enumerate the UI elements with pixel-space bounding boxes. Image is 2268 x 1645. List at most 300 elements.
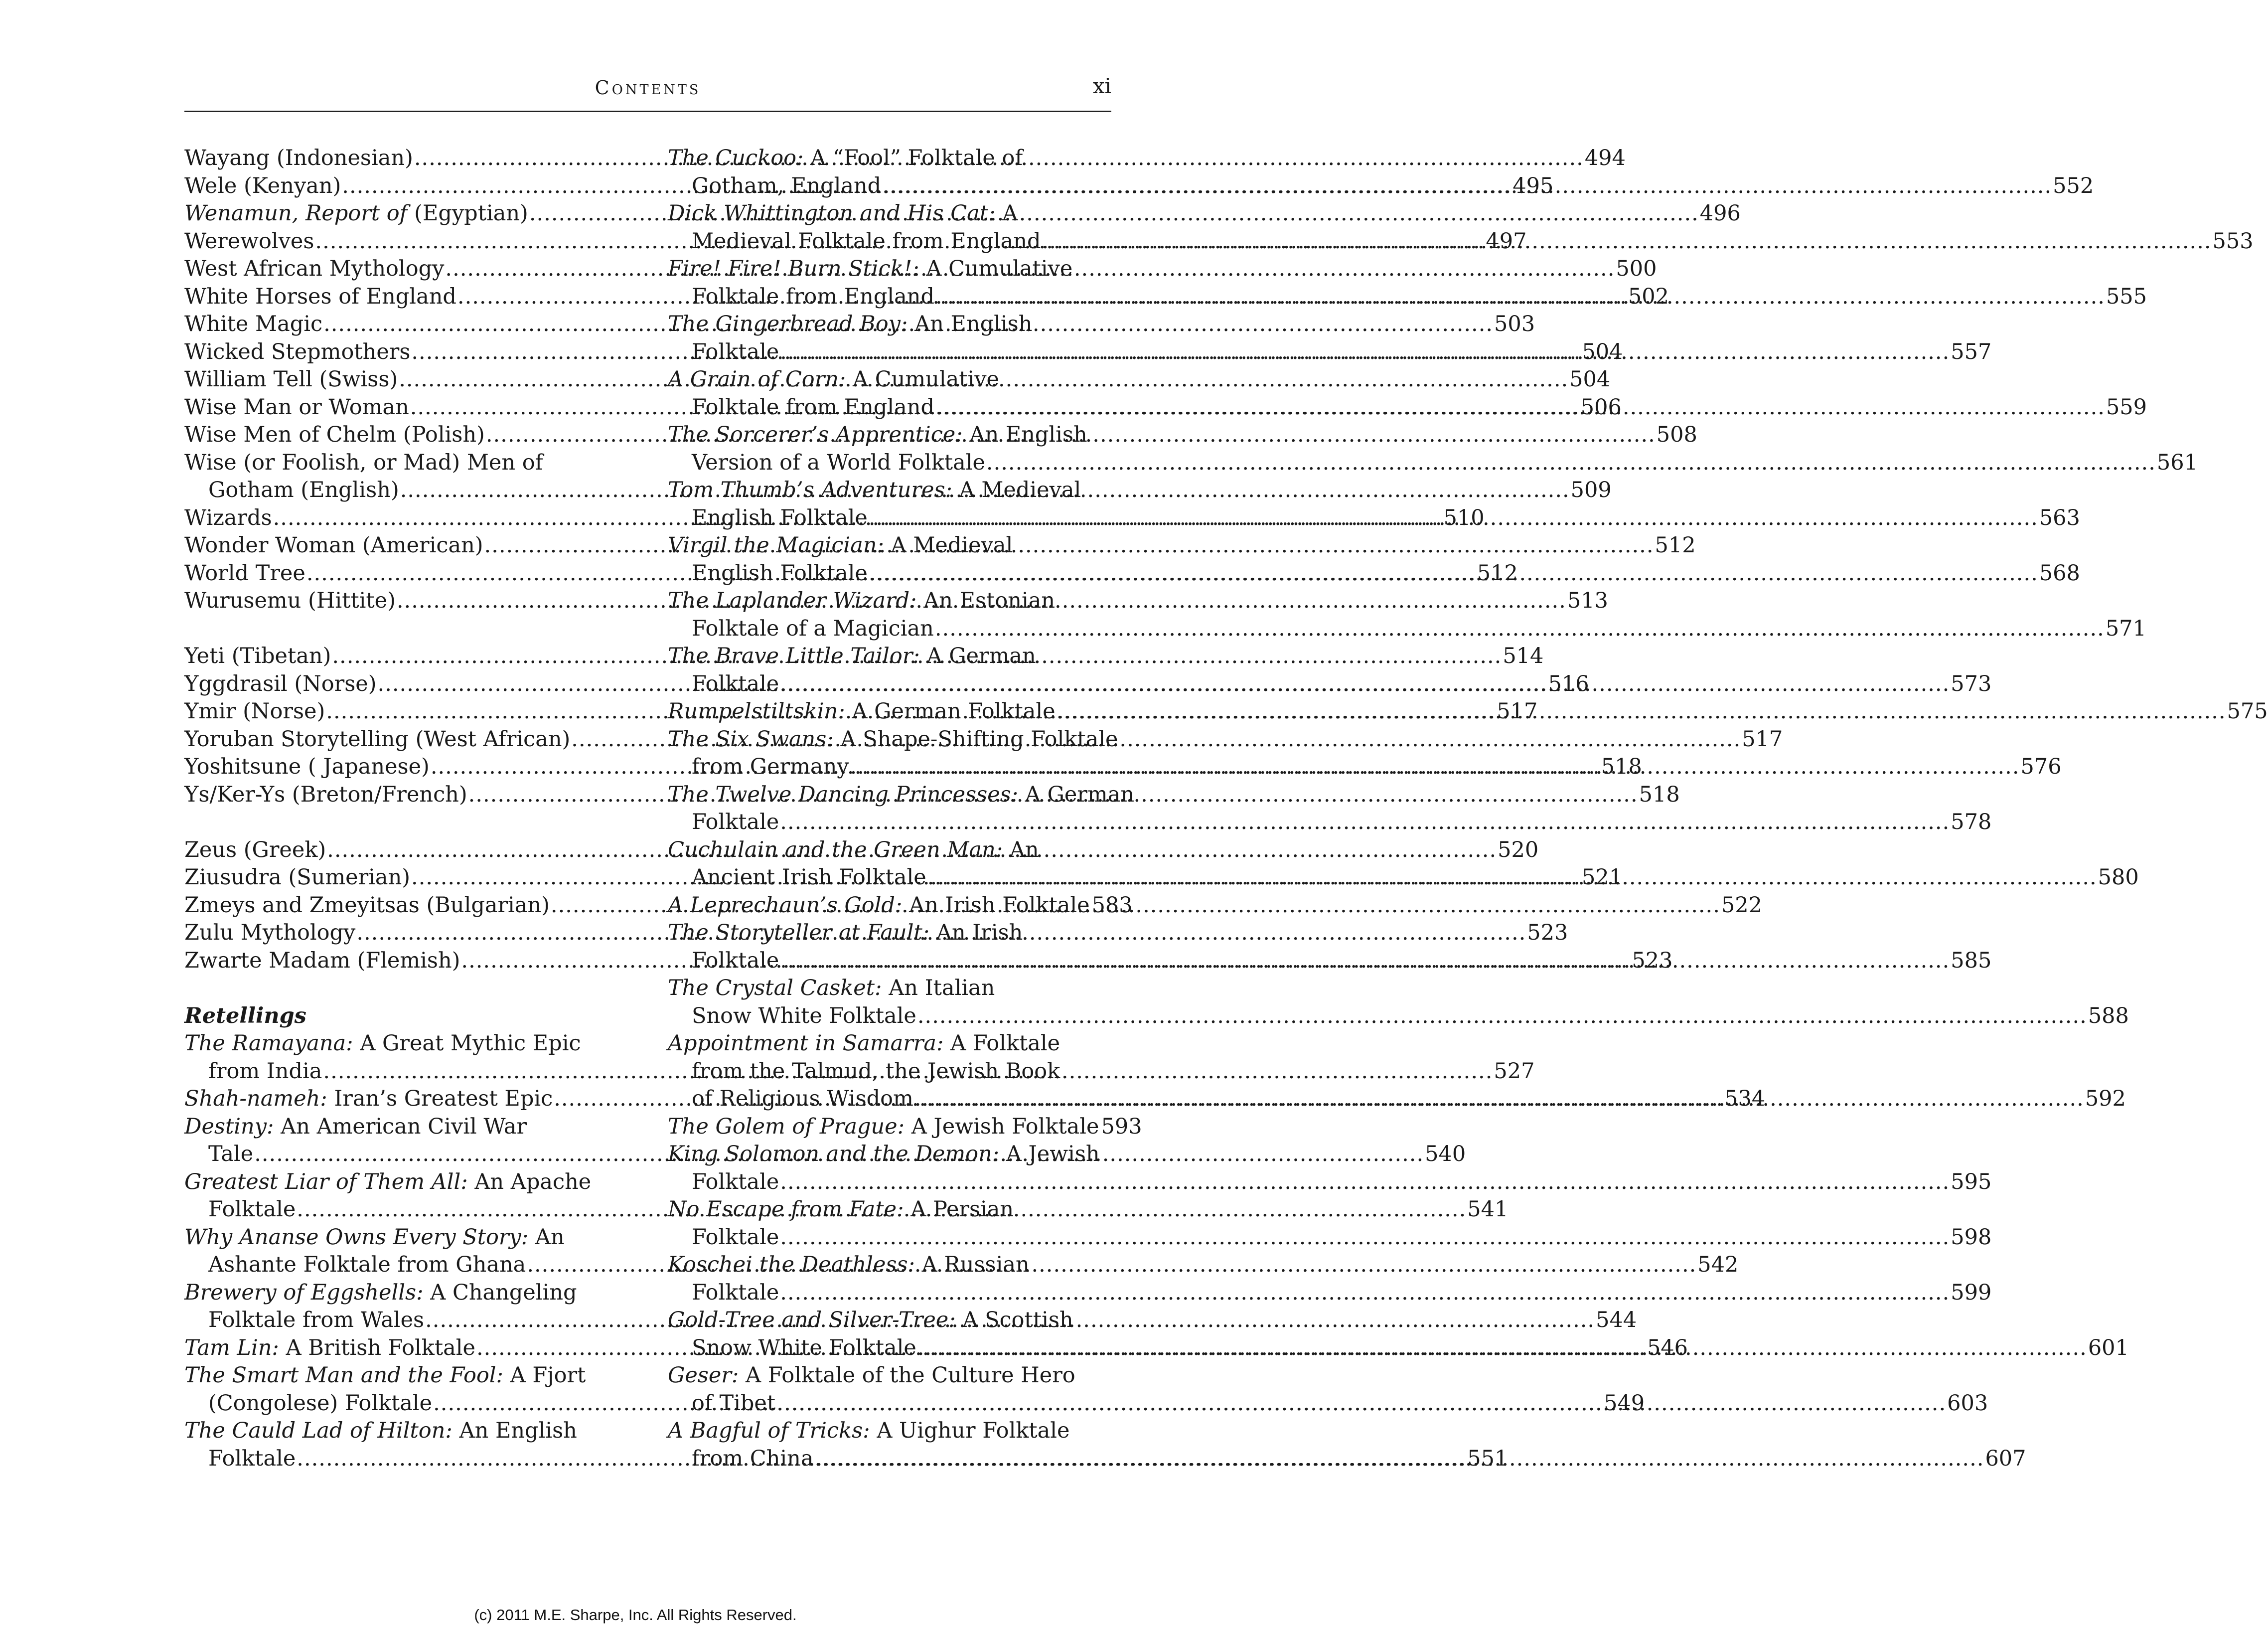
entry-page-number: 521	[1582, 865, 1623, 890]
entry-page-number: 513	[1567, 588, 1608, 613]
entry-title-text: (Congolese) Folktale	[208, 1390, 433, 1416]
entry-title-text: Medieval Folktale from England	[692, 228, 1041, 254]
entry-title	[184, 892, 550, 920]
entry-page-number: 504	[1569, 367, 1611, 392]
entry-title-italic: The Crystal Casket:	[668, 976, 882, 1000]
entry-page-number: 541	[1467, 1197, 1509, 1222]
running-head-title: Contents	[595, 77, 701, 99]
toc-entry	[668, 1279, 1992, 1307]
entry-title-text: Folktale	[692, 671, 779, 696]
entry-title	[208, 1390, 432, 1418]
entry-title-text: A German	[919, 644, 1036, 668]
entry-page-number: 599	[1951, 1280, 1992, 1305]
entry-title-italic: Gold-Tree and Silver-Tree:	[668, 1308, 956, 1332]
toc-entry-line	[668, 145, 1111, 172]
entry-title	[692, 394, 934, 422]
entry-title-text: A British Folktale	[279, 1335, 475, 1360]
entry-title-text: of Tibet	[692, 1390, 776, 1416]
entry-title-text: A Russian	[915, 1252, 1030, 1277]
entry-title-text: A German	[1018, 782, 1135, 807]
entry-page-number: 517	[1497, 699, 1538, 724]
entry-title	[208, 1445, 296, 1473]
entry-title-text: Zeus (Greek)	[184, 837, 326, 862]
entry-title-text: Folktale	[692, 1280, 779, 1305]
entry-title	[692, 449, 985, 477]
entry-title-italic: Wenamun, Report of	[184, 201, 408, 226]
toc-entry-line	[668, 587, 1111, 615]
entry-title-text: An	[528, 1224, 565, 1250]
page-number: xi	[1092, 74, 1111, 98]
entry-title-text: A Medieval	[884, 533, 1013, 558]
dot-leader	[927, 864, 2097, 892]
entry-title-text: An Apache	[467, 1169, 592, 1194]
entry-title-text: Snow White Folktale	[692, 1335, 916, 1360]
entry-title-text: English Folktale	[692, 560, 868, 586]
entry-title-text: A Changeling	[423, 1280, 577, 1305]
entry-page-number: 518	[1639, 782, 1680, 807]
entry-title-italic: A Leprechaun’s Gold:	[668, 892, 903, 918]
entry-title	[208, 477, 399, 504]
entry-title-text: Folktale	[692, 810, 779, 834]
entry-title-italic: The Golem of Prague:	[668, 1114, 905, 1139]
toc-entry-line	[668, 1058, 1111, 1086]
entry-page-number: 553	[2212, 228, 2254, 254]
entry-title-text: A German Folktale	[845, 699, 1056, 724]
entry-title-text: A Cumulative	[919, 256, 1073, 281]
entry-title-text: A Folktale of the Culture Hero	[739, 1363, 1075, 1388]
dot-leader	[780, 670, 1950, 698]
entry-title-italic: Appointment in Samarra:	[668, 1031, 944, 1056]
toc-entry-line	[184, 449, 628, 477]
entry-page-number: 561	[2156, 450, 2198, 475]
entry-page-number: 549	[1604, 1390, 1645, 1416]
entry-title-text: William Tell (Swiss)	[184, 367, 398, 392]
entry-title	[184, 947, 460, 975]
entry-page-number: 580	[2098, 865, 2139, 890]
entry-title-italic: Rumpelstiltskin:	[668, 699, 845, 724]
entry-title	[184, 1085, 553, 1113]
entry-title	[208, 1251, 526, 1279]
entry-page-number: 495	[1512, 173, 1554, 198]
toc-entry-line	[668, 1417, 1111, 1445]
entry-title-text: A Medieval	[952, 478, 1081, 502]
entry-title	[184, 255, 444, 283]
entry-page-number: 496	[1699, 201, 1741, 226]
entry-title-text: Zulu Mythology	[184, 920, 356, 945]
entry-page-number: 503	[1494, 312, 1535, 336]
dot-leader	[850, 753, 2020, 781]
entry-title-italic: King Solomon and the Demon:	[668, 1142, 1000, 1166]
entry-title	[184, 698, 325, 726]
entry-title-italic: The Cuckoo:	[668, 146, 804, 170]
entry-title	[692, 228, 1041, 256]
entry-page-number: 527	[1494, 1058, 1535, 1084]
entry-title-text: from the Talmud, the Jewish Book	[692, 1058, 1060, 1084]
dot-leader	[917, 1002, 2087, 1030]
entry-title-text: West African Mythology	[184, 256, 445, 281]
entry-title-text: World Tree	[184, 560, 305, 586]
entry-page-number: 500	[1616, 256, 1657, 281]
dot-leader	[780, 947, 1950, 975]
entry-title-text: Tale	[208, 1142, 254, 1166]
entry-title	[692, 615, 934, 643]
retellings-heading: Retellings	[184, 1003, 306, 1028]
entry-title	[668, 1113, 1099, 1141]
entry-title-text: A Uighur Folktale	[870, 1418, 1070, 1443]
toc-entry	[668, 449, 2198, 477]
entry-title-italic: Shah-nameh:	[184, 1086, 327, 1111]
entry-title	[692, 504, 868, 532]
toc-entry-line	[668, 255, 1111, 283]
entry-page-number: 514	[1503, 644, 1544, 668]
entry-page-number: 512	[1477, 560, 1518, 586]
section-gap	[184, 809, 628, 836]
toc-entry-line	[668, 1251, 1111, 1279]
entry-title	[692, 283, 934, 311]
entry-page-number: 571	[2105, 616, 2146, 641]
entry-title-text: A Persian	[904, 1197, 1014, 1222]
entry-title	[184, 726, 570, 754]
entry-title-text: Wise Man or Woman	[184, 394, 409, 420]
entry-title-text: Version of a World Folktale	[692, 450, 985, 475]
toc-entry-line	[184, 1362, 628, 1390]
entry-page-number: 523	[1527, 920, 1568, 945]
entry-title-text: Folktale	[692, 1224, 779, 1250]
entry-title-text: A Jewish	[999, 1142, 1100, 1166]
entry-title-italic: The Smart Man and the Fool:	[184, 1363, 504, 1388]
entry-page-number: 573	[1951, 671, 1992, 696]
toc-entry	[668, 1168, 1992, 1196]
entry-title-text: A Fjort	[503, 1363, 586, 1388]
entry-title-text: A Jewish Folktale	[905, 1114, 1099, 1139]
entry-title	[184, 781, 467, 809]
entry-title	[208, 1307, 424, 1334]
entry-page-number: 540	[1425, 1142, 1466, 1166]
entry-page-number: 603	[1947, 1390, 1988, 1416]
entry-title-text: Ymir (Norse)	[184, 699, 325, 724]
dot-leader	[869, 560, 2038, 588]
toc-entry-line	[668, 366, 1111, 394]
entry-title-text: Wicked Stepmothers	[184, 339, 411, 364]
entry-title	[184, 919, 355, 947]
entry-page-number: 552	[2053, 173, 2094, 198]
entry-title-text: Ancient Irish Folktale	[692, 865, 926, 890]
entry-title-text: Yoshitsune ( Japanese)	[184, 754, 430, 779]
entry-page-number: 546	[1647, 1335, 1688, 1360]
entry-title-text: An Italian	[882, 976, 995, 1000]
toc-entry-line	[184, 1224, 628, 1252]
entry-title	[692, 1002, 916, 1030]
entry-page-number: 583	[1091, 892, 1133, 918]
toc-entry-line	[668, 1362, 1111, 1390]
entry-title	[184, 200, 528, 228]
entry-title	[692, 172, 881, 200]
toc-entry-line	[668, 1030, 1111, 1058]
entry-page-number: 588	[2088, 1003, 2129, 1028]
entry-title-text: Folktale	[208, 1197, 296, 1222]
entry-title	[692, 1279, 779, 1307]
entry-title	[692, 947, 779, 975]
entry-title-text: A Scottish	[955, 1308, 1073, 1332]
entry-title-text: Yoruban Storytelling (West African)	[184, 726, 571, 752]
entry-title	[184, 836, 326, 864]
section-gap	[184, 615, 628, 643]
toc-entry-line	[668, 1307, 1111, 1334]
entry-title	[692, 560, 868, 588]
entry-title-text: Folktale from England	[692, 394, 934, 420]
dot-leader	[882, 172, 2052, 200]
dot-leader	[869, 504, 2038, 532]
entry-page-number: 494	[1584, 146, 1626, 170]
entry-title	[692, 1445, 813, 1473]
toc-entry-line	[668, 781, 1135, 809]
entry-title-text: An English	[452, 1418, 577, 1443]
entry-page-number: 508	[1656, 422, 1697, 447]
entry-title-text: Wise (or Foolish, or Mad) Men of	[184, 450, 543, 475]
dot-leader	[780, 1224, 1950, 1252]
entry-title	[668, 892, 1090, 920]
entry-title-text: from Germany	[692, 754, 849, 779]
entry-title-text: A Shape-Shifting Folktale	[833, 726, 1118, 752]
dot-leader	[776, 1390, 1946, 1418]
entry-title-text: Gotham (English)	[208, 478, 399, 502]
entry-title-italic: The Cauld Lad of Hilton:	[184, 1418, 453, 1443]
dot-leader	[1057, 698, 2226, 726]
entry-title-text: Yeti (Tibetan)	[184, 644, 331, 668]
toc-entry-line	[668, 643, 1111, 670]
entry-title	[208, 1141, 253, 1168]
entry-title-italic: Greatest Liar of Them All:	[184, 1169, 468, 1194]
entry-title-text: Folktale	[208, 1446, 296, 1471]
entry-title-text: Yggdrasil (Norse)	[184, 671, 377, 696]
entry-title-text: Ys/Ker-Ys (Breton/French)	[184, 782, 467, 807]
entry-title-text: An Irish Folktale	[902, 892, 1090, 918]
entry-title	[692, 864, 926, 892]
entry-page-number: 534	[1724, 1086, 1766, 1111]
entry-title-text: of Religious Wisdom	[692, 1086, 913, 1111]
entry-page-number: 559	[2106, 394, 2147, 420]
entry-page-number: 509	[1570, 478, 1612, 502]
entry-page-number: 522	[1721, 892, 1762, 918]
entry-title	[184, 864, 410, 892]
entry-page-number: 576	[2020, 754, 2062, 779]
entry-title-text: An	[1003, 837, 1039, 862]
entry-title-text: Wise Men of Chelm (Polish)	[184, 422, 485, 447]
entry-title-text: Wizards	[184, 505, 272, 530]
entry-page-number: 585	[1951, 948, 1992, 973]
entry-title-italic: Tom Thumb’s Adventures:	[668, 478, 952, 502]
entry-title-text: (Egyptian)	[407, 201, 528, 226]
entry-title-text: from India	[208, 1058, 322, 1084]
entry-page-number: 502	[1628, 284, 1669, 309]
entry-title	[692, 809, 779, 836]
entry-title-text: An English	[907, 312, 1033, 336]
entry-title	[184, 587, 396, 615]
entry-title	[692, 1085, 913, 1113]
entry-title	[184, 532, 483, 560]
entry-title-text: Wurusemu (Hittite)	[184, 588, 396, 613]
entry-title-italic: Brewery of Eggshells:	[184, 1280, 424, 1305]
dot-leader	[935, 394, 2105, 422]
entry-title-text: A “Fool” Folktale of	[803, 146, 1023, 170]
entry-title-text: Zmeys and Zmeyitsas (Bulgarian)	[184, 892, 550, 918]
entry-title-italic: No Escape from Fate:	[668, 1197, 904, 1222]
entry-title-text: Iran’s Greatest Epic	[327, 1086, 553, 1111]
entry-page-number: 518	[1601, 754, 1642, 779]
toc-entry-line	[668, 477, 1111, 504]
entry-title	[184, 394, 409, 422]
toc-entry-line	[184, 1168, 628, 1196]
entry-title-italic: The Brave Little Tailor:	[668, 644, 920, 668]
entry-title	[184, 1334, 475, 1362]
entry-title	[184, 753, 430, 781]
entry-title-text: Folktale	[692, 948, 779, 973]
entry-title-text: Zwarte Madam (Flemish)	[184, 948, 460, 973]
entry-page-number: 516	[1548, 671, 1589, 696]
entry-title	[184, 172, 341, 200]
entry-page-number: 497	[1486, 228, 1527, 254]
entry-page-number: 520	[1498, 837, 1539, 862]
entry-title	[692, 338, 779, 366]
entry-page-number: 593	[1101, 1114, 1142, 1139]
toc-entry-line	[668, 1196, 1111, 1224]
entry-title-italic: The Six Swans:	[668, 726, 834, 752]
toc-entry-line	[668, 836, 1111, 864]
entry-title	[668, 698, 1056, 726]
entry-page-number: 542	[1697, 1252, 1739, 1277]
entry-page-number: 563	[2039, 505, 2080, 530]
entry-title-text: Snow White Folktale	[692, 1003, 916, 1028]
entry-page-number: 557	[1951, 339, 1992, 364]
entry-title-italic: The Gingerbread Boy:	[668, 312, 908, 336]
entry-title-text: Werewolves	[184, 228, 314, 254]
entry-title-italic: The Storyteller at Fault:	[668, 920, 930, 945]
entry-title-italic: Fire! Fire! Burn Stick!:	[668, 256, 919, 281]
entry-title-italic: A Bagful of Tricks:	[668, 1418, 870, 1443]
dot-leader	[935, 283, 2105, 311]
entry-page-number: 517	[1742, 726, 1783, 752]
toc-entry-line	[184, 1113, 628, 1141]
entry-title-italic: The Twelve Dancing Princesses:	[668, 782, 1019, 807]
entry-title	[184, 338, 410, 366]
dot-leader	[917, 1334, 2087, 1362]
entry-title-text: Wayang (Indonesian)	[184, 146, 413, 170]
entry-title	[184, 560, 305, 588]
entry-title-italic: Dick Whittington and His Cat:	[668, 201, 996, 226]
running-head	[184, 71, 1111, 112]
entry-title-text: Ziusudra (Sumerian)	[184, 865, 411, 890]
dot-leader	[935, 615, 2105, 643]
entry-title	[184, 670, 377, 698]
entry-title	[692, 670, 779, 698]
entry-title	[208, 1196, 296, 1224]
toc-entry-line	[668, 919, 1111, 947]
toc-entry	[668, 892, 1133, 920]
entry-title	[184, 421, 485, 449]
entry-title-text: An Estonian	[916, 588, 1056, 613]
dot-leader	[986, 449, 2156, 477]
dot-leader	[1042, 228, 2212, 256]
entry-title-text: Gotham, England	[692, 173, 882, 198]
entry-title	[184, 311, 322, 338]
toc-entry	[668, 1002, 2129, 1030]
entry-title-italic: Koschei the Deathless:	[668, 1252, 915, 1277]
entry-page-number: 504	[1582, 339, 1623, 364]
toc-entry	[668, 1113, 1142, 1141]
entry-title-text: An Irish	[929, 920, 1023, 945]
entry-page-number: 506	[1580, 394, 1622, 420]
entry-title	[184, 145, 413, 172]
copyright-footer: (c) 2011 M.E. Sharpe, Inc. All Rights Reserved.	[474, 1606, 797, 1624]
entry-title-text: A Folktale	[943, 1031, 1060, 1056]
toc-entry-line	[668, 1141, 1111, 1168]
entry-page-number: 578	[1951, 810, 1992, 834]
entry-title-text: An American Civil War	[274, 1114, 527, 1139]
entry-title-italic: Geser:	[668, 1363, 739, 1388]
entry-page-number: 510	[1443, 505, 1485, 530]
entry-page-number: 512	[1655, 533, 1696, 558]
entry-title-italic: The Laplander Wizard:	[668, 588, 917, 613]
entry-title	[208, 1058, 322, 1086]
entry-title-text: A	[995, 201, 1018, 226]
entry-page-number: 595	[1951, 1169, 1992, 1194]
entry-title-italic: Tam Lin:	[184, 1335, 279, 1360]
entry-page-number: 601	[2088, 1335, 2129, 1360]
entry-title-text: A Great Mythic Epic	[353, 1031, 581, 1056]
entry-title-text: English Folktale	[692, 505, 868, 530]
entry-title-italic: Why Ananse Owns Every Story:	[184, 1224, 529, 1250]
entry-title-text: White Magic	[184, 312, 323, 336]
entry-title-italic: Virgil the Magician:	[668, 533, 884, 558]
toc-entry-line	[668, 726, 1118, 754]
entry-title-text: White Horses of England	[184, 284, 456, 309]
entry-title	[692, 1224, 779, 1252]
entry-title-italic: A Grain of Corn:	[668, 367, 846, 392]
entry-title-text: Folktale from England	[692, 284, 934, 309]
entry-page-number: 523	[1632, 948, 1673, 973]
dot-leader	[780, 809, 1950, 836]
entry-page-number: 592	[2085, 1086, 2126, 1111]
entry-title-text: Folktale of a Magician	[692, 616, 934, 641]
entry-title-italic: The Sorcerer’s Apprentice:	[668, 422, 963, 447]
entry-page-number: 598	[1951, 1224, 1992, 1250]
toc-entry-line	[668, 200, 1111, 228]
section-gap	[184, 975, 628, 1002]
dot-leader	[914, 1085, 2084, 1113]
entry-page-number: 568	[2039, 560, 2080, 586]
entry-page-number: 575	[2227, 699, 2268, 724]
entry-page-number: 551	[1467, 1446, 1509, 1471]
toc-entry-line	[668, 311, 1111, 338]
entry-title	[184, 228, 314, 256]
toc-entry-line	[668, 532, 1111, 560]
entry-title	[184, 504, 272, 532]
toc-entry-line	[184, 1417, 628, 1445]
entry-title	[692, 1168, 779, 1196]
toc-entry-line	[668, 975, 1111, 1002]
entry-title-text: Folktale from Wales	[208, 1308, 425, 1332]
entry-title	[692, 1334, 916, 1362]
entry-title-italic: Cuchulain and the Green Man:	[668, 837, 1003, 862]
entry-title-italic: The Ramayana:	[184, 1031, 353, 1056]
entry-title-text: An English	[962, 422, 1087, 447]
entry-title-text: Folktale	[692, 339, 779, 364]
entry-title-text: Ashante Folktale from Ghana	[208, 1252, 526, 1277]
dot-leader	[780, 1168, 1950, 1196]
dot-leader	[780, 338, 1950, 366]
entry-page-number: 555	[2106, 284, 2147, 309]
dot-leader	[814, 1445, 1984, 1473]
